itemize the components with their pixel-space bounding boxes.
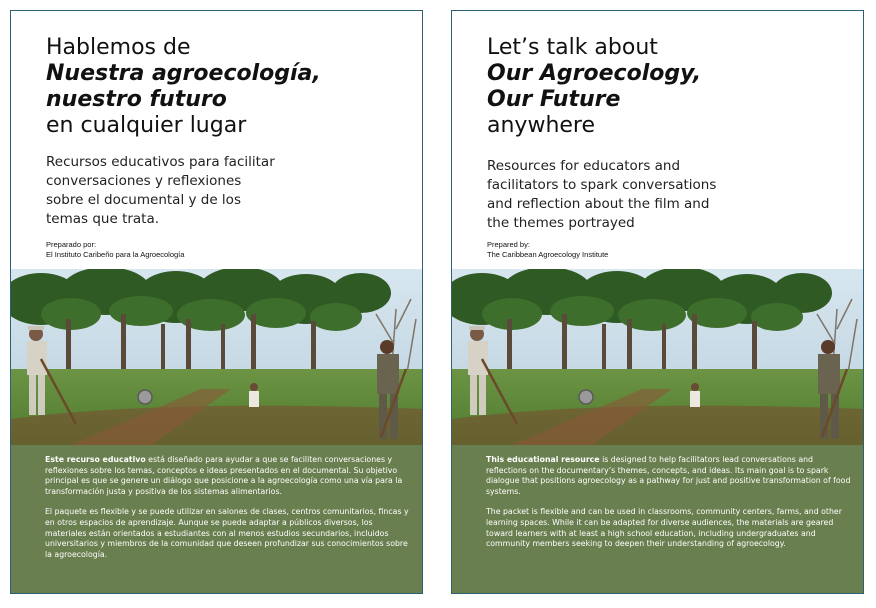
info-paragraph-2: El paquete es flexible y se puede utilizar en salones de clases, centros comunitarios, fincas y en otros espacios de aprendizaje. Aunque se puede adaptar a públicos diversos, los materiales están orientados a estudiantes con al menos estudios secundarios, incluidos universitarios y miembros de la comunidad que deseen profundizar sus conocimientos sobre la agroecología.	[45, 507, 409, 559]
title-emphasis-1: Nuestra agroecología,	[46, 61, 321, 86]
flyer-subtitle	[487, 157, 747, 233]
info-lead-bold: This educational resource	[486, 455, 600, 464]
farm-photo-illustration	[452, 269, 864, 445]
flyer-title	[487, 35, 847, 139]
flyer-title	[46, 35, 406, 139]
subtitle-line: conversaciones y reflexiones	[46, 173, 242, 189]
subtitle-line: and reflection about the film and	[487, 196, 710, 212]
info-panel	[452, 445, 864, 594]
title-emphasis-1: Our Agroecology,	[487, 61, 702, 86]
info-lead-rest: está diseñado para ayudar a que se faciliten conversaciones y reflexiones sobre los temas, conceptos e ideas presentados en el documental. Su objetivo principal es que se genere un diálogo que posicione a la agroecología como una vía para la transformación justa y positiva de los sistemas alimentarios.	[45, 455, 403, 496]
prepared-label: Preparado por:	[46, 240, 97, 249]
flyer-page-english	[451, 10, 864, 594]
title-line-1: Hablemos de	[46, 35, 191, 60]
subtitle-line: facilitators to spark conversations	[487, 177, 717, 193]
flyer-page-spanish	[10, 10, 423, 594]
info-lead-rest: is designed to help facilitators lead conversations and reflections on the documentary’s themes, concepts, and ideas. Its main goal is to spark dialogue that positions agroecology as a pathway for just and positive transformation of food systems.	[486, 455, 851, 496]
subtitle-line: Recursos educativos para facilitar	[46, 154, 275, 170]
title-emphasis-2: Our Future	[487, 87, 621, 112]
info-paragraph-2: The packet is flexible and can be used in classrooms, community centers, farms, and other learning spaces. While it can be adapted for diverse audiences, the materials are geared toward learners with at least a high school education, including undergraduates and community members seeking to deepen their understanding of agroecology.	[486, 507, 842, 549]
info-lead-bold: Este recurso educativo	[45, 455, 146, 464]
subtitle-line: temas que trata.	[46, 211, 160, 227]
prepared-organization: El Instituto Caribeño para la Agroecología	[46, 250, 185, 259]
farm-photo	[452, 269, 864, 445]
farm-photo	[11, 269, 423, 445]
flyer-subtitle	[46, 153, 306, 229]
prepared-organization: The Caribbean Agroecology Institute	[487, 250, 609, 259]
prepared-by	[46, 240, 376, 260]
subtitle-line: Resources for educators and	[487, 158, 681, 174]
info-paragraph-1	[486, 455, 851, 497]
title-line-4: en cualquier lugar	[46, 113, 247, 138]
farm-photo-illustration	[11, 269, 423, 445]
prepared-label: Prepared by:	[487, 240, 530, 249]
prepared-by	[487, 240, 817, 260]
title-line-4: anywhere	[487, 113, 596, 138]
title-line-1: Let’s talk about	[487, 35, 658, 60]
subtitle-line: the themes portrayed	[487, 215, 635, 231]
title-emphasis-2: nuestro futuro	[46, 87, 227, 112]
info-paragraph-1	[45, 455, 410, 497]
subtitle-line: sobre el documental y de los	[46, 192, 241, 208]
info-panel	[11, 445, 423, 594]
